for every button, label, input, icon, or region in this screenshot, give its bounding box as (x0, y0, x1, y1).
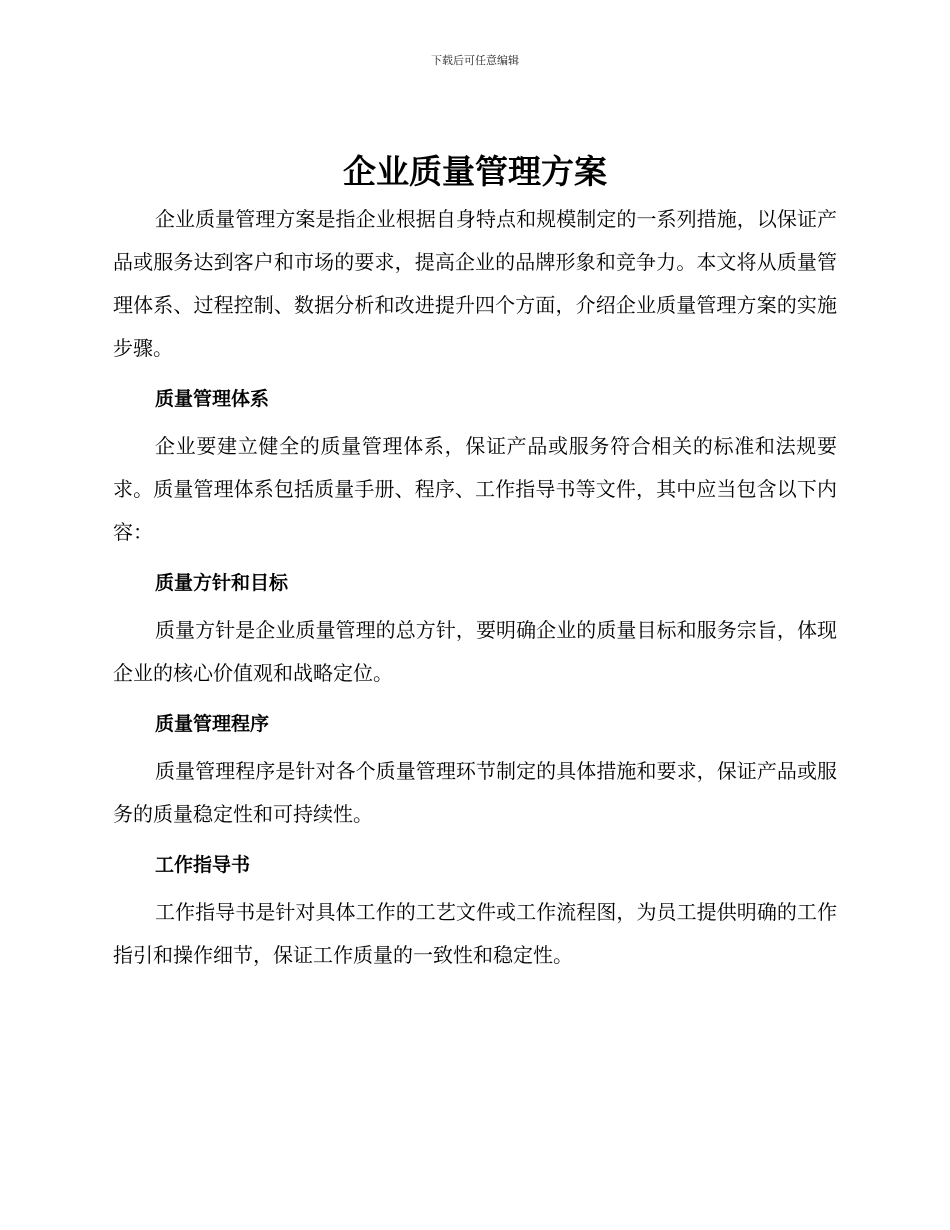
section-body-quality-system: 企业要建立健全的质量管理体系，保证产品或服务符合相关的标准和法规要求。质量管理体系包括质量手册、程序、工作指导书等文件，其中应当包含以下内容： (113, 434, 837, 544)
intro-paragraph: 企业质量管理方案是指企业根据自身特点和规模制定的一系列措施，以保证产品或服务达到客户和市场的要求，提高企业的品牌形象和竞争力。本文将从质量管理体系、过程控制、数据分析和改进提升四个方面，介绍企业质量管理方案的实施步骤。 (113, 207, 837, 360)
section-body-procedures: 质量管理程序是针对各个质量管理环节制定的具体措施和要求，保证产品或服务的质量稳定性和可持续性。 (113, 759, 837, 826)
section-heading-quality-system: 质量管理体系 (155, 388, 270, 410)
section-heading-policy-goals: 质量方针和目标 (155, 572, 289, 594)
page-header-note: 下载后可任意编辑 (431, 54, 519, 67)
section-body-work-instructions: 工作指导书是针对具体工作的工艺文件或工作流程图，为员工提供明确的工作指引和操作细节，保证工作质量的一致性和稳定性。 (113, 900, 837, 967)
section-body-policy-goals: 质量方针是企业质量管理的总方针，要明确企业的质量目标和服务宗旨，体现企业的核心价值观和战略定位。 (113, 618, 837, 685)
document-body (113, 198, 837, 977)
section-heading-work-instructions: 工作指导书 (155, 854, 251, 876)
document-title: 企业质量管理方案 (343, 152, 607, 191)
section-heading-procedures: 质量管理程序 (155, 713, 270, 735)
